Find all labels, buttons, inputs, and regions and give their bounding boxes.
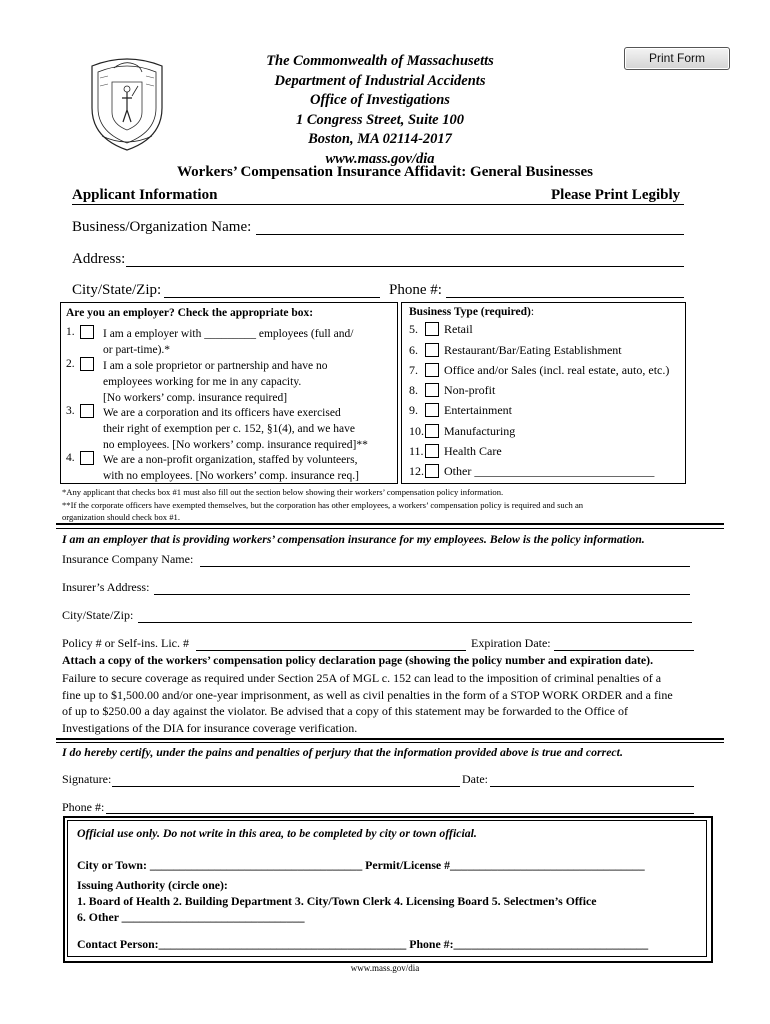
business-name-label: Business/Organization Name:: [72, 219, 252, 235]
business-type-other-checkbox[interactable]: [425, 464, 439, 478]
business-type-restaurant-label: Restaurant/Bar/Eating Establishment: [444, 343, 622, 357]
business-type-other-label: Other ______________________________: [444, 464, 655, 478]
section-divider-thick-2: [56, 738, 724, 740]
agency-header: [200, 52, 560, 169]
penalty-warning: [62, 670, 673, 736]
policy-number-field[interactable]: [196, 650, 466, 651]
policy-section-heading: I am an employer that is providing workers’ compensation insurance for my employees. Below is the policy information.: [62, 532, 645, 546]
massachusetts-seal-image: [84, 52, 170, 152]
employer-option-1-text: [103, 326, 353, 358]
city-state-zip-label: City/State/Zip:: [72, 282, 162, 298]
header-line-4: 1 Congress Street, Suite 100: [296, 111, 464, 128]
certify-phone-field[interactable]: [106, 813, 694, 814]
option-line: employees working for me in any capacity.: [103, 376, 302, 388]
option-line: their right of exemption per c. 152, §1(4), and we have: [103, 423, 355, 435]
section-divider-thin: [56, 528, 724, 529]
employer-option-4-checkbox[interactable]: [80, 451, 94, 465]
option-line: or part-time).*: [103, 344, 171, 356]
insurer-address-label: Insurer’s Address:: [62, 580, 150, 594]
attach-policy-note: Attach a copy of the workers’ compensation policy declaration page (showing the policy number and expiration date).: [62, 653, 654, 667]
option-number: 9.: [409, 403, 418, 417]
business-name-field[interactable]: [256, 234, 684, 235]
business-type-heading-text: Business Type (required): [409, 306, 531, 318]
option-line: I am a employer with _________ employees (full and/: [103, 328, 354, 340]
option-number: 7.: [409, 363, 418, 377]
city-state-zip-field[interactable]: [164, 297, 380, 298]
business-type-manufacturing-checkbox[interactable]: [425, 424, 439, 438]
expiration-date-field[interactable]: [554, 650, 694, 651]
option-number: 2.: [66, 358, 75, 370]
address-field[interactable]: [126, 266, 684, 267]
applicant-information-heading: Applicant Information: [72, 187, 218, 203]
print-legibly-note: Please Print Legibly: [551, 187, 681, 203]
warning-line: Failure to secure coverage as required under Section 25A of MGL c. 152 can lead to the imposition of criminal penalties of a: [62, 671, 662, 685]
option-line: I am a sole proprietor or partnership and have no: [103, 360, 328, 372]
expiration-date-label: Expiration Date:: [471, 636, 551, 650]
business-type-nonprofit-label: Non-profit: [444, 383, 496, 397]
issuing-authority-label: Issuing Authority (circle one):: [77, 878, 228, 892]
option-line: no employees. [No workers’ comp. insurance required]**: [103, 439, 368, 451]
option-number: 1.: [66, 326, 75, 338]
insurance-company-field[interactable]: [200, 566, 690, 567]
employer-option-4-text: [103, 452, 359, 484]
phone-field[interactable]: [446, 297, 684, 298]
business-type-entertainment-checkbox[interactable]: [425, 403, 439, 417]
option-number: 12.: [409, 464, 424, 478]
option-number: 10.: [409, 424, 424, 438]
option-line: We are a corporation and its officers have exercised: [103, 407, 341, 419]
contact-person-line[interactable]: Contact Person:__________________________________________ Phone #:_________________________________: [77, 937, 649, 951]
official-use-heading: Official use only. Do not write in this area, to be completed by city or town official.: [77, 826, 477, 840]
business-type-heading: [409, 306, 534, 318]
heading-colon: :: [530, 306, 535, 318]
address-label: Address:: [72, 251, 126, 267]
header-line-5: Boston, MA 02114-2017: [308, 131, 452, 147]
section-divider-thick: [56, 523, 724, 525]
option-number: 5.: [409, 322, 418, 336]
business-type-entertainment-label: Entertainment: [444, 403, 512, 417]
footnote-1: *Any applicant that checks box #1 must also fill out the section below showing their workers’ compensation policy information.: [62, 487, 504, 497]
footer-url: www.mass.gov/dia: [350, 963, 420, 973]
employer-question: Are you an employer? Check the appropriate box:: [66, 307, 314, 319]
employer-option-2-checkbox[interactable]: [80, 357, 94, 371]
business-type-office-checkbox[interactable]: [425, 363, 439, 377]
option-number: 4.: [66, 452, 75, 464]
business-type-retail-checkbox[interactable]: [425, 322, 439, 336]
warning-line: Investigations of the DIA for insurance coverage verification.: [62, 720, 358, 735]
footnote-2-continued: organization should check box #1.: [62, 512, 180, 522]
option-line: with no employees. [No workers’ comp. insurance req.]: [103, 470, 359, 482]
business-type-nonprofit-checkbox[interactable]: [425, 383, 439, 397]
certify-phone-label: Phone #:: [62, 800, 105, 814]
warning-line: fine up to $1,500.00 and/or one-year imprisonment, as well as civil penalties in the form of a STOP WORK ORDER and a fine: [62, 687, 673, 702]
business-type-restaurant-checkbox[interactable]: [425, 343, 439, 357]
insurer-city-state-zip-field[interactable]: [138, 622, 692, 623]
business-type-manufacturing-label: Manufacturing: [444, 424, 516, 438]
signature-label: Signature:: [62, 772, 112, 786]
policy-number-label: Policy # or Self-ins. Lic. #: [62, 636, 189, 650]
insurer-city-state-zip-label: City/State/Zip:: [62, 608, 134, 622]
issuing-authority-other[interactable]: 6. Other _______________________________: [77, 910, 305, 924]
header-line-2: Department of Industrial Accidents: [274, 72, 486, 89]
business-type-health-care-checkbox[interactable]: [425, 444, 439, 458]
print-form-button[interactable]: Print Form: [624, 47, 730, 70]
insurer-address-field[interactable]: [154, 594, 690, 595]
phone-label: Phone #:: [389, 282, 442, 298]
business-type-retail-label: Retail: [444, 322, 473, 336]
footnotes: [62, 486, 583, 524]
footnote-2: **If the corporate officers have exempted themselves, but the corporation has other employees, a workers’ compensation policy is required and such an: [62, 499, 584, 510]
employer-option-3-checkbox[interactable]: [80, 404, 94, 418]
header-line-3: Office of Investigations: [310, 92, 450, 108]
insurance-company-label: Insurance Company Name:: [62, 552, 194, 566]
option-line: We are a non-profit organization, staffed by volunteers,: [103, 454, 358, 466]
option-number: 6.: [409, 343, 418, 357]
city-permit-line[interactable]: City or Town: ____________________________________ Permit/License #_________________________________: [77, 858, 645, 872]
option-line: [No workers’ comp. insurance required]: [103, 392, 288, 404]
header-line-1: The Commonwealth of Massachusetts: [266, 53, 494, 69]
signature-field[interactable]: [112, 786, 460, 787]
warning-line: of up to $250.00 a day against the violator. Be advised that a copy of this statement may be forwarded to the Office of: [62, 704, 628, 718]
business-type-health-care-label: Health Care: [444, 444, 502, 458]
form-title: Workers’ Compensation Insurance Affidavit: General Businesses: [177, 164, 593, 180]
applicant-heading-underline: [72, 204, 684, 205]
business-type-office-label: Office and/or Sales (incl. real estate, auto, etc.): [444, 363, 670, 377]
option-number: 11.: [409, 444, 424, 458]
employer-option-1-checkbox[interactable]: [80, 325, 94, 339]
employer-option-2-text: [103, 358, 328, 406]
employer-option-3-text: [103, 405, 368, 453]
issuing-authority-options[interactable]: 1. Board of Health 2. Building Department 3. City/Town Clerk 4. Licensing Board 5. Selectmen’s Office: [77, 894, 597, 908]
certification-statement: I do hereby certify, under the pains and penalties of perjury that the information provided above is true and correct.: [62, 745, 623, 759]
option-number: 3.: [66, 405, 75, 417]
date-label: Date:: [462, 772, 488, 786]
section-divider-thin-2: [56, 742, 724, 743]
option-number: 8.: [409, 383, 418, 397]
date-field[interactable]: [490, 786, 694, 787]
header-line-6: www.mass.gov/dia: [325, 150, 435, 167]
